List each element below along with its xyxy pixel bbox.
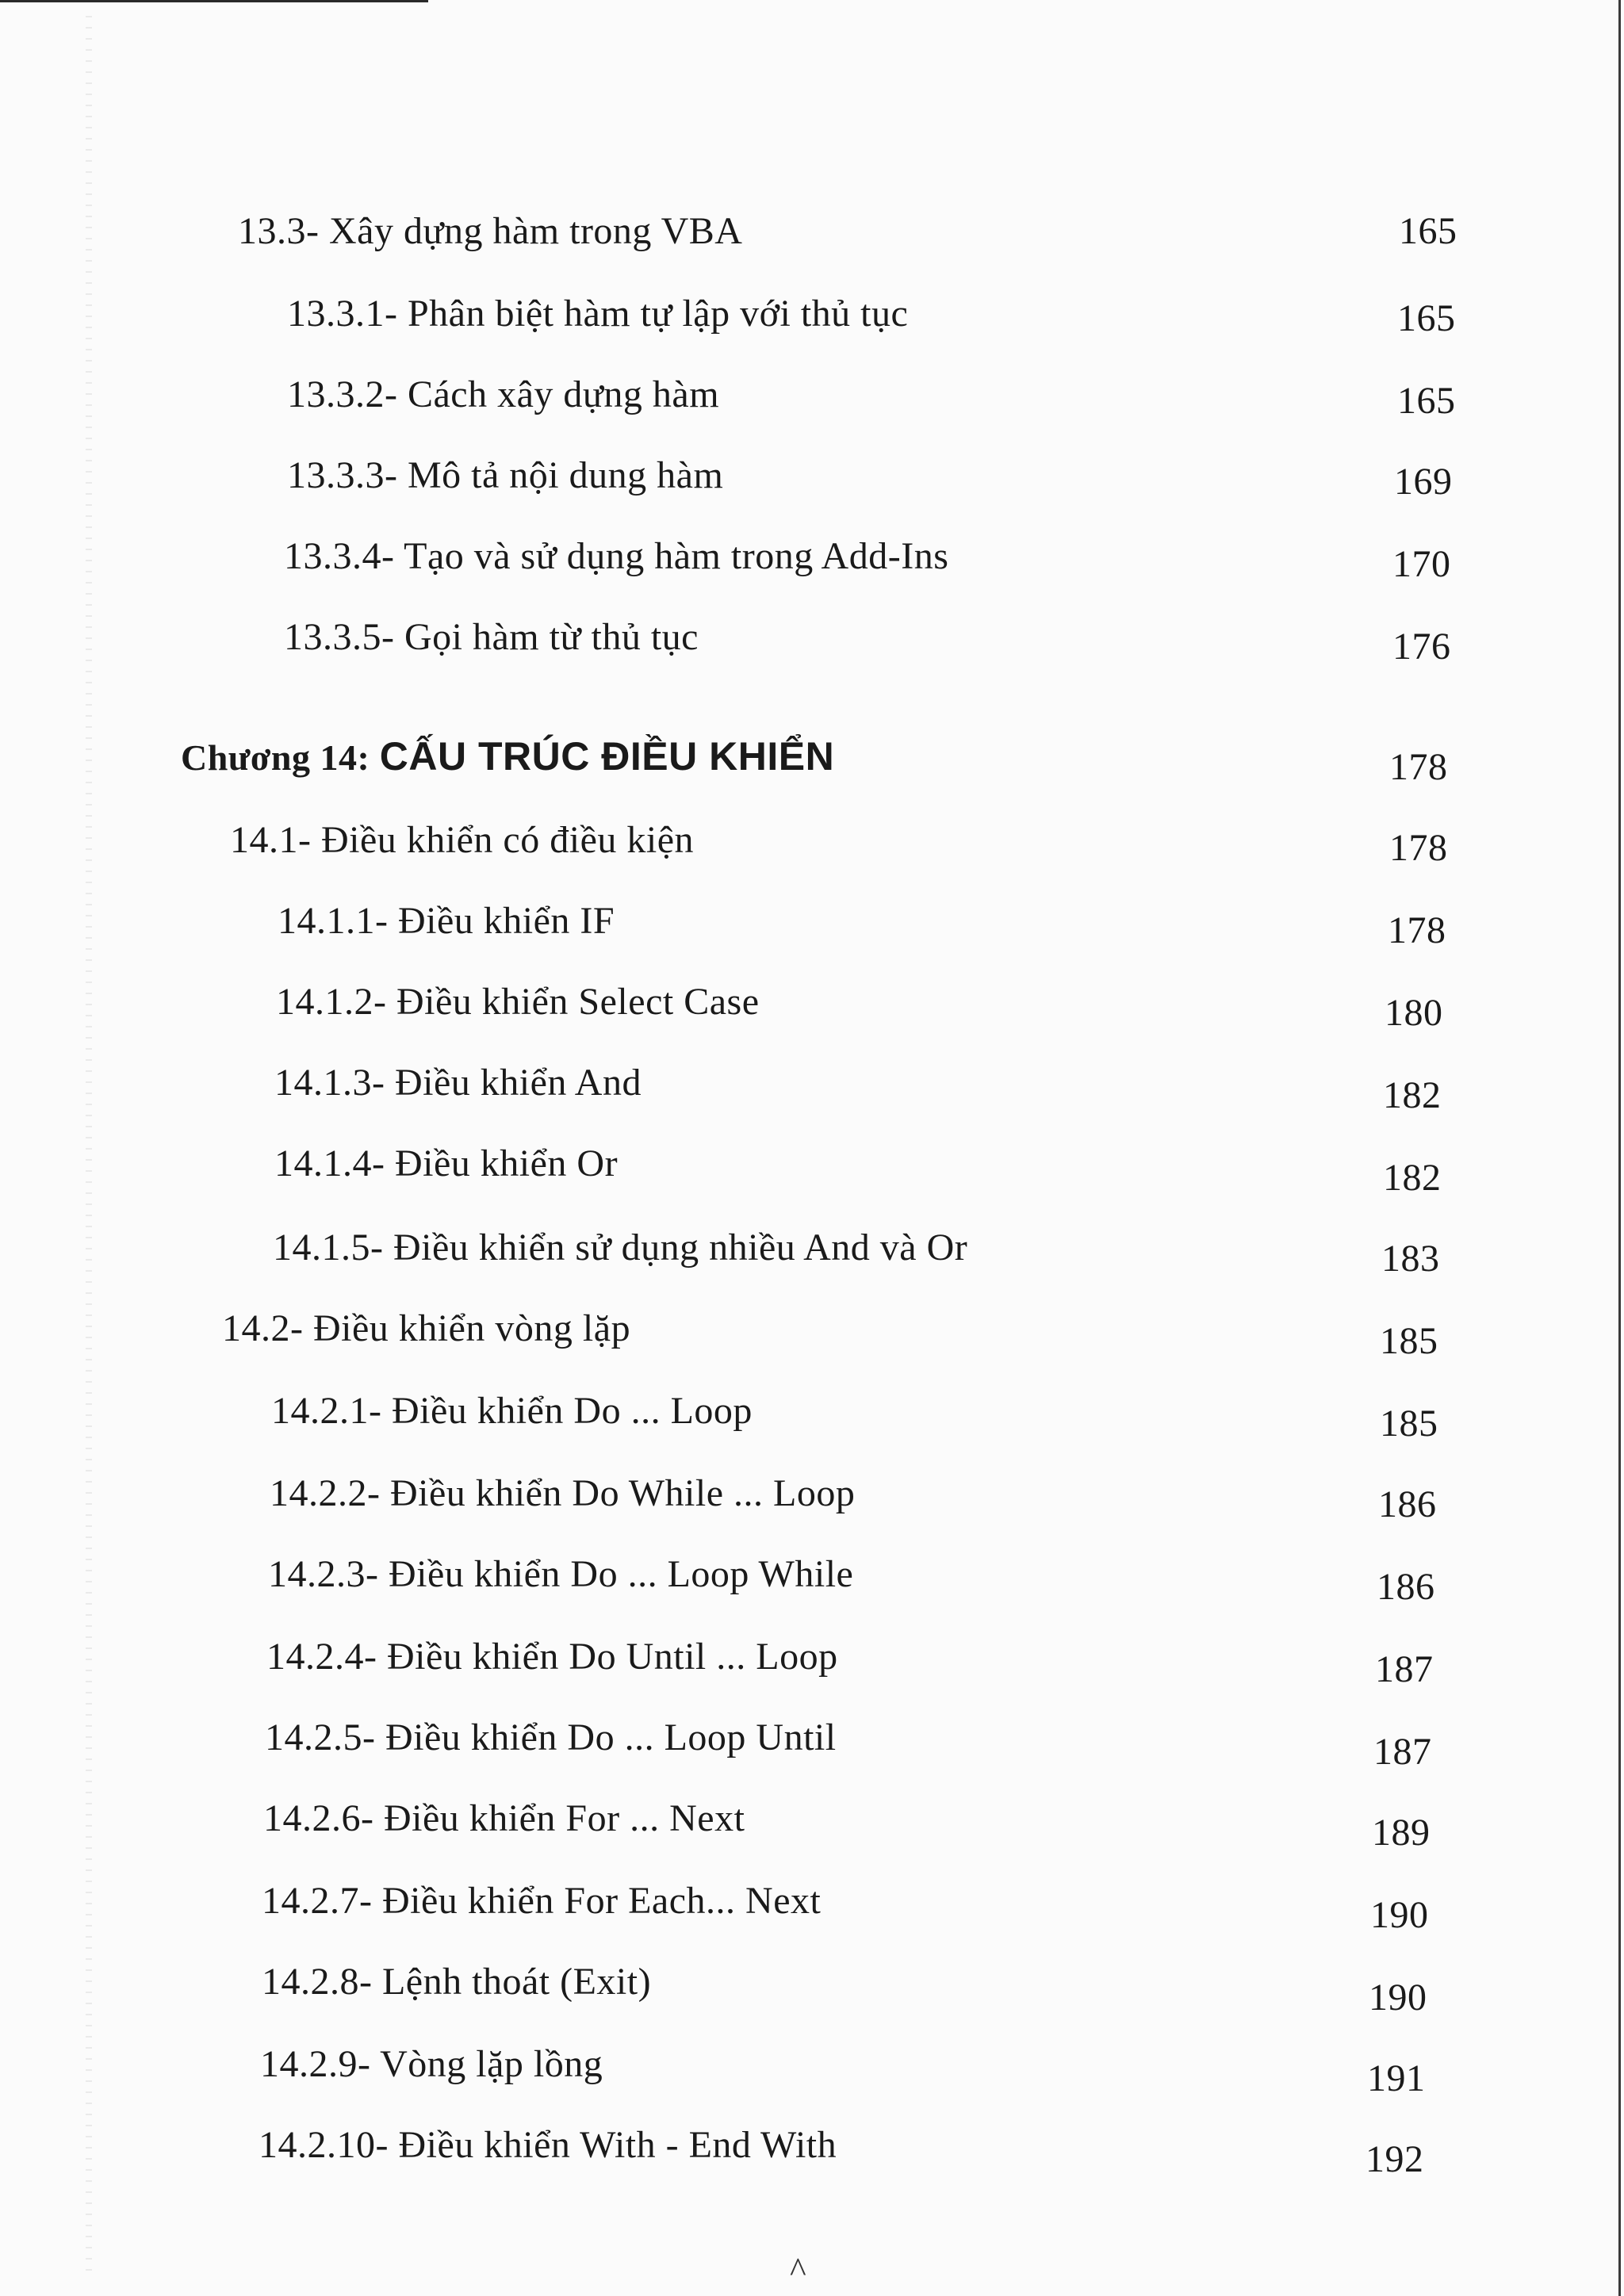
toc-entry-label: 14.2.2- Điều khiển Do While ... Loop [270,1472,856,1514]
chapter-heading [181,733,834,782]
toc-entry-page [1394,458,1453,506]
toc-entry-label: 14.1.1- Điều khiển IF [278,900,615,942]
toc-entry-label: 14.1- Điều khiển có điều kiện [230,819,695,861]
toc-entry-page [1389,825,1448,872]
toc-entry-page [1373,1728,1432,1776]
toc-entry-page [1367,2055,1426,2103]
toc-page-number: 185 [1380,1320,1438,1362]
toc-page-number: 189 [1372,1812,1431,1854]
toc-entry [268,1551,853,1598]
toc-entry [287,452,723,499]
toc-entry-page [1372,1809,1431,1857]
toc-page-number: 169 [1394,461,1453,503]
toc-entry-label: 13.3.3- Mô tả nội dung hàm [287,454,724,496]
toc-page-number: 190 [1370,1894,1429,1936]
toc-page-number: 180 [1385,992,1443,1034]
toc-entry-label: 13.3- Xây dựng hàm trong VBA [238,210,743,252]
toc-entry [284,533,948,580]
toc-page-number: 182 [1383,1074,1442,1116]
toc-page-number: 192 [1365,2138,1424,2180]
toc-entry [260,2041,603,2088]
toc-entry [263,1795,745,1843]
toc-entry-page [1380,1400,1438,1448]
toc-entry [287,290,908,338]
toc-entry [230,817,694,864]
toc-page-number: 187 [1373,1731,1432,1773]
toc-entry-label: 14.1.2- Điều khiển Select Case [276,981,760,1023]
toc-entry-label: 14.2.10- Điều khiển With - End With [259,2124,837,2166]
toc-page-number: 186 [1377,1566,1435,1608]
page-footer-number: ^ [790,2251,806,2290]
toc-entry-label: 13.3.4- Tạo và sử dụng hàm trong Add-Ins [284,535,949,577]
toc-page-number: 186 [1378,1483,1437,1525]
toc-page-number: 191 [1367,2057,1426,2099]
toc-entry-label: 14.1.4- Điều khiển Or [274,1142,619,1184]
toc-entry-label: 14.2.6- Điều khiển For ... Next [263,1797,745,1839]
toc-entry-page [1392,623,1451,671]
toc-entry-label: 14.2.4- Điều khiển Do Until ... Loop [266,1636,838,1678]
chapter-title: CẤU TRÚC ĐIỀU KHIỂN [379,734,835,779]
toc-page-number: 165 [1399,210,1457,252]
toc-entry-label: 13.3.1- Phân biệt hàm tự lập với thủ tục [287,293,909,335]
toc-entry [287,371,719,419]
toc-entry-page [1397,295,1456,342]
toc-entry-page [1381,1235,1440,1283]
toc-page-number: 178 [1388,909,1446,951]
toc-entry [259,2122,837,2169]
toc-page-number: 182 [1383,1157,1442,1199]
toc-entry-page [1389,744,1448,791]
toc-entry-page [1385,989,1443,1037]
top-edge-rule [0,0,428,2]
scan-margin-noise [86,16,92,2275]
toc-entry-label: 14.1.5- Điều khiển sử dụng nhiều And và Or [273,1226,968,1269]
toc-entry-label: 14.2.9- Vòng lặp lồng [260,2043,603,2085]
toc-page-number: 165 [1397,297,1456,339]
toc-entry-page [1397,377,1456,425]
toc-page-number: 178 [1389,746,1448,788]
toc-page-number: 178 [1389,827,1448,869]
toc-entry-page [1380,1318,1438,1365]
toc-page-number: 183 [1381,1238,1440,1280]
toc-entry [262,1877,821,1925]
toc-entry-page [1399,208,1457,255]
toc-page-number: 185 [1380,1402,1438,1445]
toc-entry-label: 14.2.5- Điều khiển Do ... Loop Until [265,1716,837,1758]
toc-entry [284,614,699,661]
toc-entry [274,1140,618,1188]
toc-entry-label: 13.3.5- Gọi hàm từ thủ tục [284,616,699,658]
toc-entry-page [1370,1892,1429,1939]
toc-entry-page [1383,1072,1442,1119]
toc-entry-label: 14.2.1- Điều khiển Do ... Loop [271,1390,753,1432]
toc-entry [262,1958,651,2006]
toc-entry-label: 14.1.3- Điều khiển And [274,1062,642,1104]
toc-page-number: 187 [1375,1648,1434,1690]
right-edge-rule [1618,0,1621,2296]
toc-page-number: 190 [1369,1976,1427,2019]
toc-entry-page [1375,1646,1434,1693]
toc-entry-page [1365,2136,1424,2183]
toc-page-number: 176 [1392,626,1451,668]
toc-entry-page [1392,541,1451,588]
toc-entry [276,978,760,1026]
toc-entry-label: 14.2.7- Điều khiển For Each... Next [262,1880,822,1922]
toc-entry [266,1633,838,1681]
toc-entry-label: 14.2.8- Lệnh thoát (Exit) [262,1961,652,2003]
chapter-prefix: Chương 14: [181,737,370,778]
toc-entry [274,1059,642,1107]
toc-entry [265,1714,837,1762]
toc-entry-label: 13.3.2- Cách xây dựng hàm [287,373,720,415]
toc-entry [270,1470,855,1517]
toc-entry-page [1377,1563,1435,1611]
toc-entry-page [1378,1481,1437,1529]
toc-entry [278,897,615,945]
toc-entry [273,1224,967,1272]
toc-page-number: 170 [1392,543,1451,585]
toc-entry-page [1388,907,1446,955]
toc-entry-page [1369,1974,1427,2022]
toc-entry [271,1387,753,1435]
toc-entry-label: 14.2- Điều khiển vòng lặp [222,1307,631,1349]
toc-entry-page [1383,1154,1442,1202]
toc-page-number: 165 [1397,380,1456,422]
toc-entry-label: 14.2.3- Điều khiển Do ... Loop While [268,1553,854,1595]
toc-entry [222,1305,630,1353]
